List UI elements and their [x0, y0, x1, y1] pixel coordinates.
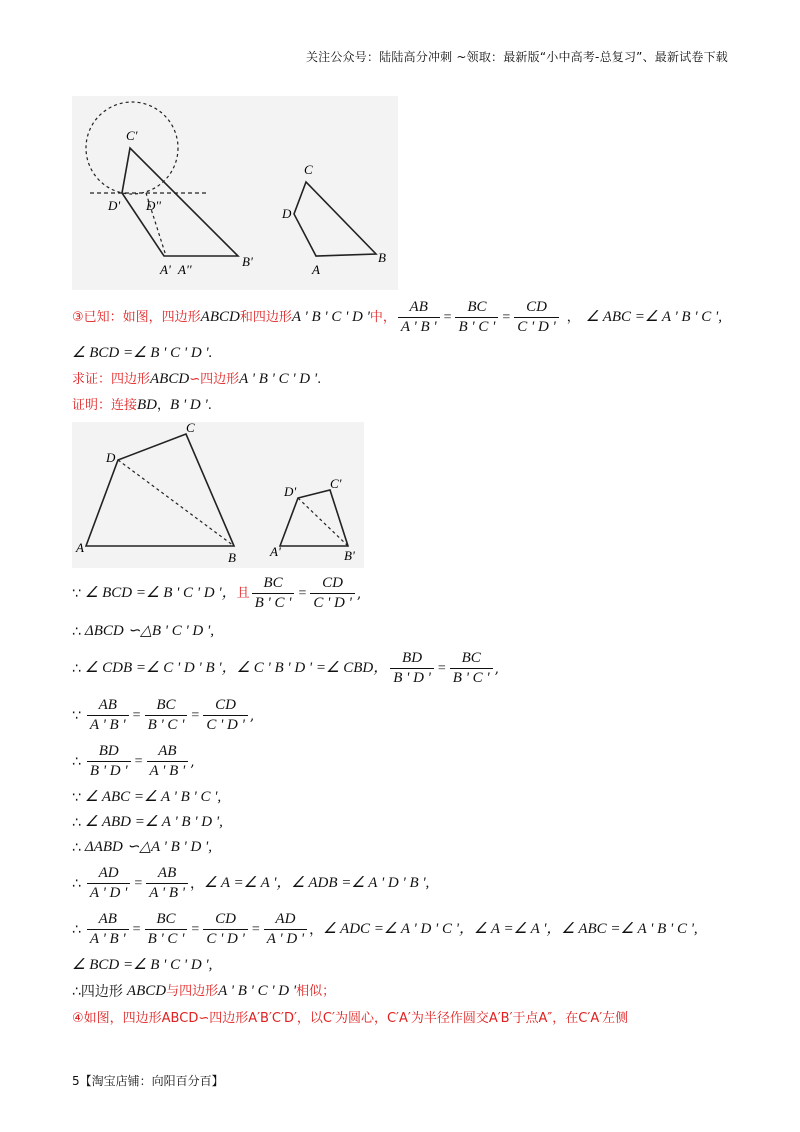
- figure-1-svg: [72, 96, 398, 290]
- proof-line-12: [72, 984, 335, 999]
- triangle-bcd-prime: ∽△B ' C ' D ',: [127, 623, 214, 639]
- proof-line-4: ∵ $\frac{AB}{A ' B '}$ = $\frac{BC}{B ' C '}$ = $\frac{CD}{C ' D '}$ ,: [72, 697, 255, 733]
- label-b-prime: B': [344, 548, 355, 563]
- fraction-cd: $\frac{CD}{C ' D '}$: [203, 698, 248, 733]
- prove-prefix: 求证：四边形: [72, 372, 151, 387]
- proof-line-5: ∴ $\frac{BD}{B ' D '}$ = $\frac{AB}{A ' B '}$ ,: [72, 743, 195, 779]
- proof-line-9: ∴ $\frac{AD}{A ' D '}$ = $\frac{AB}{A ' B '}$ ， ∠ A =∠ A '，∠ ADB =∠ A ' D ' B ',: [72, 865, 430, 901]
- proof-line-1: ∵ ∠ BCD =∠ B ' C ' D '， 且 $\frac{BC}{B ' C '}$ = $\frac{CD}{C ' D '}$ ,: [72, 575, 362, 611]
- label-a: A: [76, 540, 84, 555]
- known-prefix: ③已知：如图，四边形: [72, 310, 201, 325]
- label-b-prime: B': [242, 254, 253, 269]
- fraction-ab: $\frac{AB}{A ' B '}$: [87, 698, 129, 733]
- dashed-circle: [86, 102, 178, 194]
- fraction-bd: $\frac{BD}{B ' D '}$: [87, 744, 131, 779]
- fraction-ad: $\frac{AD}{A ' D '}$: [264, 912, 307, 947]
- angle-abc-equation: ∠ ABC =∠ A ' B ' C ',: [585, 309, 723, 325]
- label-c-prime: C': [330, 476, 342, 491]
- figure-2-quadrilaterals: [72, 422, 364, 568]
- figure-1-rotation-diagram: [72, 96, 398, 290]
- quadrilateral-original: [294, 182, 376, 256]
- page-footer: 5【淘宝店铺：向阳百分百】: [72, 1074, 224, 1088]
- conclusion-prefix: ∴四边形: [72, 983, 123, 1000]
- zhong-text: 中，: [369, 310, 396, 325]
- quadrilateral-prime: [122, 148, 238, 256]
- label-d: D: [282, 206, 292, 221]
- label-c: C: [304, 162, 313, 177]
- angle-a-adb-eq: ∠ A =∠ A '，∠ ADB =∠ A ' D ' B ',: [203, 875, 430, 891]
- label-c: C: [186, 422, 195, 435]
- label-c-prime: C': [126, 128, 138, 143]
- equals-sign: =: [443, 309, 452, 325]
- period: .: [317, 372, 322, 387]
- quad-abcd-prime: A ' B ' C ' D ': [291, 309, 370, 325]
- angle-bcd-eq: ∠ BCD =∠ B ' C ' D ',: [72, 957, 213, 973]
- quad-abcd-prime: A ' B ' C ' D ': [239, 371, 318, 387]
- label-d-prime: D': [284, 484, 297, 499]
- angle-bcd-line: [72, 346, 212, 361]
- angle-equalities: ∠ CDB =∠ C ' D ' B '，∠ C ' B ' D ' =∠ CBD，: [84, 660, 389, 676]
- fraction-bc: $\frac{BC}{B ' C '}$: [145, 912, 188, 947]
- fraction-bc: $\frac{BC}{B ' C '}$: [145, 698, 188, 733]
- fraction-ab: $\frac{AB}{A ' B '}$: [146, 866, 188, 901]
- segment-bd-prime: B ' D ': [170, 397, 208, 413]
- triangle-abd: ΔABD: [84, 839, 123, 855]
- comma: ，: [157, 398, 171, 413]
- segment-bd: BD: [137, 397, 158, 413]
- fraction-bd: $\frac{BD}{B ' D '}$: [390, 651, 434, 686]
- label-b: B: [378, 250, 386, 265]
- period: .: [207, 398, 212, 413]
- section-4-text: ④如图，四边形ABCD∽四边形A′B′C′D′，以C′为圆心，C′A′为半径作圆交A′B′于点A″，在C′A′左侧: [72, 1011, 629, 1026]
- proof-line-2: ∴ ΔBCD ∽△B ' C ' D ',: [72, 623, 214, 640]
- fraction-ab: $\frac{AB}{A ' B '}$: [87, 912, 129, 947]
- fraction-ad: $\frac{AD}{A ' D '}$: [87, 866, 130, 901]
- fraction-ab: $\frac{AB}{A ' B '}$: [147, 744, 189, 779]
- proof-start-line: [72, 398, 212, 413]
- prove-line: [72, 372, 321, 387]
- triangle-bcd: ΔBCD: [84, 623, 124, 639]
- figure-2-svg: [72, 422, 364, 568]
- proof-prefix: 证明：连接: [72, 398, 138, 413]
- fraction-cd: $\frac{CD}{C ' D '}$: [514, 300, 559, 335]
- angle-equalities-all: ∠ ADC =∠ A ' D ' C '，∠ A =∠ A '，∠ ABC =∠ A ' B ' C ',: [323, 921, 698, 937]
- prove-similar-text: ∽四边形: [189, 372, 240, 387]
- known-line: ③已知：如图，四边形 ABCD 和四边形 A ' B ' C ' D ' 中， $\frac{AB}{A ' B '}$ = $\frac{BC}{B ' C '}$ = $\frac{CD}{C ' D '}$ ， ∠ ABC =∠ A ' B ' C ',: [72, 299, 723, 335]
- triangle-abd-prime: ∽△A ' B ' D ',: [126, 839, 213, 855]
- quad-abcd-prime: A ' B ' C ' D ': [218, 983, 297, 999]
- equals-sign: =: [502, 309, 511, 325]
- and-quad-text: 与四边形: [166, 984, 219, 999]
- proof-line-8: ∴ ΔABD ∽△A ' B ' D ',: [72, 839, 213, 856]
- label-b: B: [228, 550, 236, 565]
- label-d: D: [106, 450, 116, 465]
- label-d-prime: D': [108, 198, 121, 213]
- page-header: 关注公众号：陆陆高分冲刺 ~领取：最新版“小中高考-总复习”、最新试卷下载: [305, 50, 728, 64]
- fraction-cd: $\frac{CD}{C ' D '}$: [203, 912, 248, 947]
- angle-abd-eq: ∠ ABD =∠ A ' B ' D ',: [84, 814, 223, 830]
- angle-abc-eq: ∠ ABC =∠ A ' B ' C ',: [84, 789, 222, 805]
- fraction-bc: $\frac{BC}{B ' C '}$: [455, 300, 498, 335]
- proof-line-7: ∴ ∠ ABD =∠ A ' B ' D ',: [72, 814, 223, 831]
- proof-line-10: ∴ $\frac{AB}{A ' B '}$ = $\frac{BC}{B ' C '}$ = $\frac{CD}{C ' D '}$ = $\frac{AD}{A ' D '}$ ， ∠ ADC =∠ A ' D ' C '，∠ A =∠ A '，∠ ABC =∠ A ' B ' C ',: [72, 911, 698, 947]
- label-a-double-prime: A'': [178, 262, 192, 277]
- fraction-cd: $\frac{CD}{C ' D '}$: [310, 576, 355, 611]
- label-a-prime: A': [160, 262, 171, 277]
- and-text: 且: [236, 586, 250, 601]
- and-quad-text: 和四边形: [239, 310, 292, 325]
- quad-abcd: ABCD: [126, 983, 167, 999]
- fraction-bc: $\frac{BC}{B ' C '}$: [450, 651, 493, 686]
- proof-line-3: ∴ ∠ CDB =∠ C ' D ' B '，∠ C ' B ' D ' =∠ CBD， $\frac{BD}{B ' D '}$ = $\frac{BC}{B ' C '}$ ,: [72, 650, 500, 686]
- fraction-ab: $\frac{AB}{A ' B '}$: [398, 300, 440, 335]
- similar-text: 相似；: [296, 984, 336, 999]
- fraction-bc: $\frac{BC}{B ' C '}$: [252, 576, 295, 611]
- quad-abcd: ABCD: [200, 309, 240, 325]
- quad-abcd: ABCD: [150, 371, 190, 387]
- proof-line-6: ∵ ∠ ABC =∠ A ' B ' C ',: [72, 789, 222, 806]
- angle-bcd-equation: ∠ BCD =∠ B ' C ' D '.: [72, 345, 213, 361]
- label-a-prime: A': [270, 544, 281, 559]
- label-a: A: [312, 262, 320, 277]
- label-d-double-prime: D'': [146, 198, 161, 213]
- proof-line-11: [72, 958, 212, 973]
- section-4-line: [72, 1012, 628, 1025]
- diagonal-bd: [118, 460, 234, 546]
- angle-bcd-eq: ∠ BCD =∠ B ' C ' D '，: [84, 585, 237, 601]
